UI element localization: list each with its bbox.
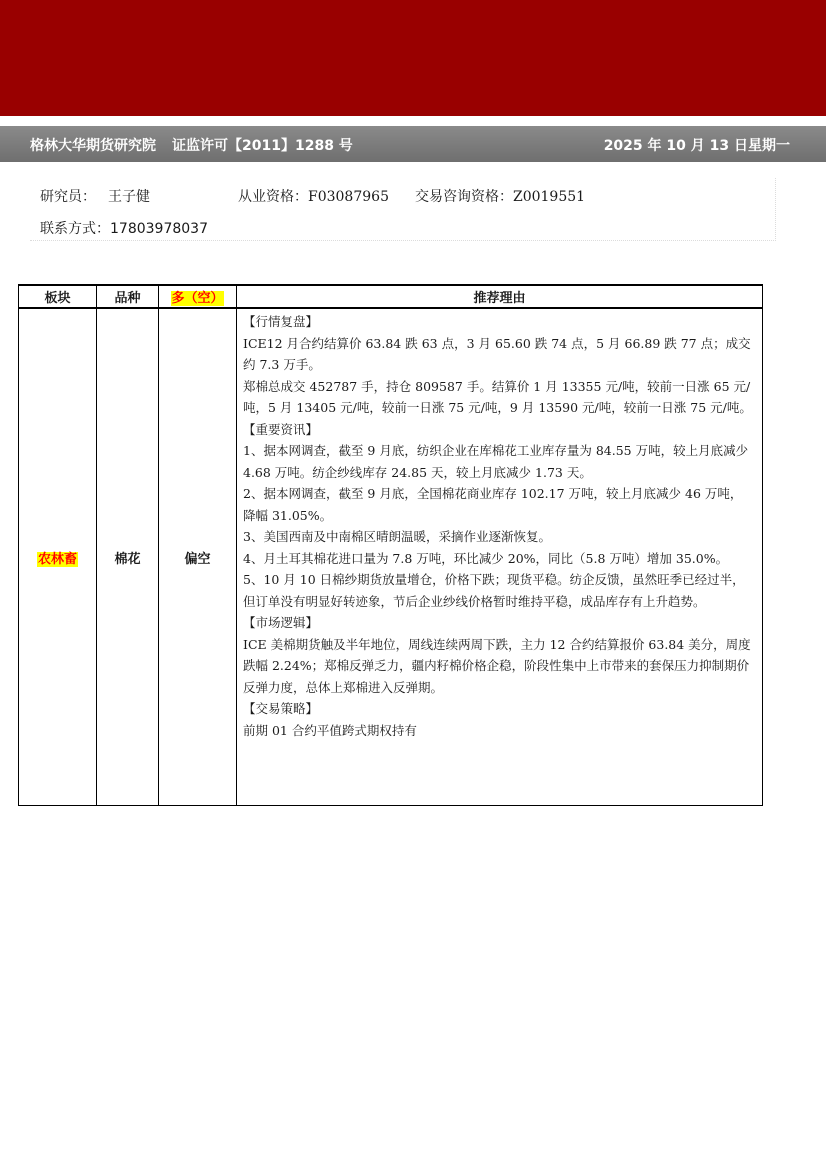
researcher-name: 王子健	[108, 189, 150, 205]
cell-reason	[237, 308, 763, 806]
consulting-qualification: 交易咨询资格：Z0019551	[414, 189, 586, 205]
header-left	[30, 135, 353, 155]
top-banner	[0, 0, 826, 116]
strategy-title: 【交易策略】	[243, 701, 319, 716]
contact-phone: 17803978037	[110, 221, 208, 237]
recommendation-table	[18, 284, 763, 806]
license-number: 证监许可【2011】1288 号	[172, 138, 353, 154]
researcher-row	[40, 186, 585, 206]
strategy-paragraph: 前期 01 合约平值跨式期权持有	[243, 722, 417, 738]
news-item: 3、美国西南及中南棉区晴朗温暖，采摘作业逐渐恢复。	[243, 529, 551, 544]
researcher-label: 研究员：	[40, 189, 96, 205]
header-bar	[0, 126, 826, 162]
contact-row	[40, 218, 208, 238]
header-reason: 推荐理由	[237, 285, 763, 308]
sector-value: 农林畜	[37, 551, 77, 567]
header-direction	[159, 285, 237, 308]
news-item: 1、据本网调查，截至 9 月底，纺织企业在库棉花工业库存量为 84.55 万吨，较上月底减少 4.68 万吨。纺企纱线库存 24.85 天，较上月底减少 1.73 天。	[243, 443, 749, 480]
org-name: 格林大华期货研究院	[30, 138, 156, 154]
qualification: 从业资格：F03087965	[238, 189, 389, 205]
header-sector: 板块	[19, 285, 97, 308]
researcher-info	[30, 178, 776, 241]
table-header-row	[19, 285, 763, 308]
news-title: 【重要资讯】	[243, 421, 319, 437]
table-row	[19, 308, 763, 806]
header-variety: 品种	[97, 285, 159, 308]
market-review-paragraph: ICE12 月合约结算价 63.84 跌 63 点，3 月 65.60 跌 74 点，5 月 66.89 跌 77 点；成交约 7.3 万手。	[243, 335, 751, 372]
news-item: 4、月土耳其棉花进口量为 7.8 万吨，环比减少 20%，同比（5.8 万吨）增加 35.0%。	[243, 550, 729, 566]
cell-variety: 棉花	[97, 308, 159, 806]
header-direction-label: 多（空）	[171, 291, 224, 306]
cell-sector	[19, 308, 97, 806]
contact-label: 联系方式：	[40, 221, 110, 237]
market-review-title: 【行情复盘】	[243, 314, 319, 329]
cell-direction: 偏空	[159, 308, 237, 806]
news-item: 2、据本网调查，截至 9 月底，全国棉花商业库存 102.17 万吨，较上月底减少 46 万吨，降幅 31.05%。	[243, 486, 743, 523]
report-date: 2025 年 10 月 13 日星期一	[603, 138, 790, 154]
news-item: 5、10 月 10 日棉纱期货放量增仓，价格下跌；现货平稳。纺企反馈，虽然旺季已经过半，但订单没有明显好转迹象，节后企业纱线价格暂时维持平稳，成品库存有上升趋势。	[243, 572, 745, 609]
logic-paragraph: ICE 美棉期货触及半年地位，周线连续两周下跌，主力 12 合约结算报价 63.84 美分，周度跌幅 2.24%；郑棉反弹乏力，疆内籽棉价格企稳，阶段性集中上市带来的套保压力抑制期价反弹力度，总体上郑棉进入反弹期。	[243, 636, 751, 695]
logic-title: 【市场逻辑】	[243, 615, 319, 630]
market-review-paragraph: 郑棉总成交 452787 手，持仓 809587 手。结算价 1 月 13355 元/吨，较前一日涨 65 元/吨，5 月 13405 元/吨，较前一日涨 75 元/吨，9 月 13590 元/吨，较前一日涨 75 元/吨。	[243, 378, 752, 415]
banner-divider	[0, 116, 826, 126]
